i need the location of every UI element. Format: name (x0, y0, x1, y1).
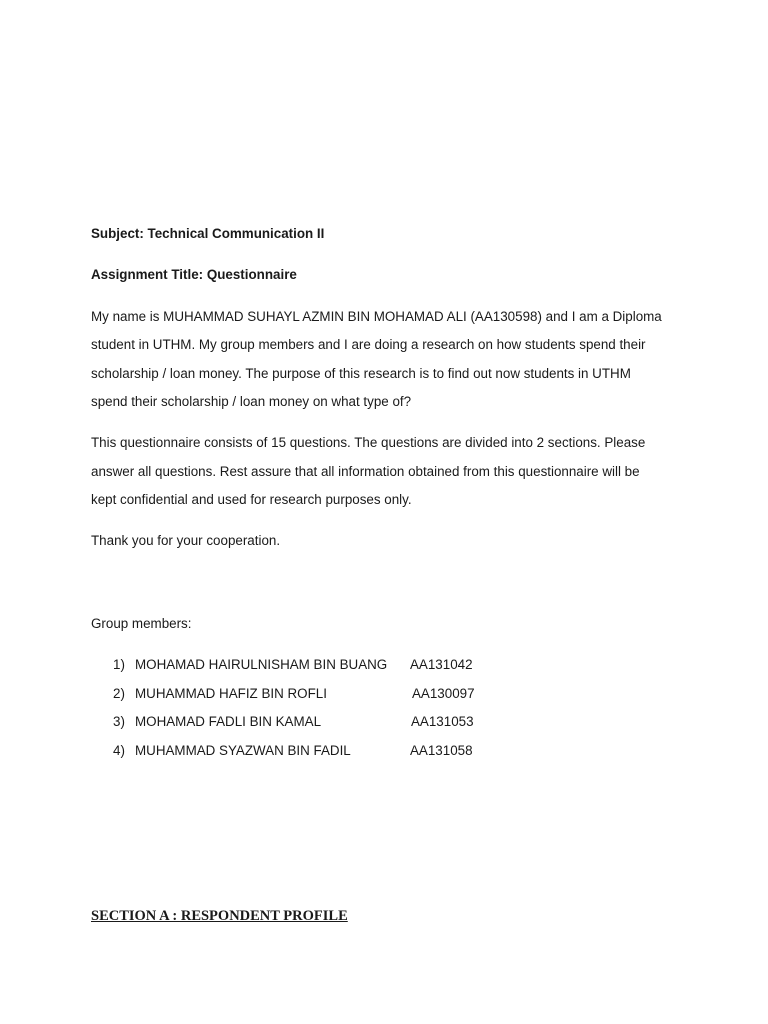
member-number: 1) (113, 657, 125, 672)
intro-paragraph-line: My name is MUHAMMAD SUHAYL AZMIN BIN MOHAMAD ALI (AA130598) and I am a Diploma (91, 309, 662, 324)
member-number: 3) (113, 714, 125, 729)
member-name: MOHAMAD FADLI BIN KAMAL (135, 714, 322, 729)
instructions-paragraph-line: answer all questions. Rest assure that all information obtained from this questionnaire will be (91, 464, 640, 479)
thanks-line: Thank you for your cooperation. (91, 533, 281, 548)
member-name: MUHAMMAD SYAZWAN BIN FADIL (135, 743, 351, 758)
instructions-paragraph-line: This questionnaire consists of 15 questions. The questions are divided into 2 sections. Please (91, 435, 646, 450)
instructions-paragraph-line: kept confidential and used for research purposes only. (91, 492, 412, 507)
intro-paragraph-line: spend their scholarship / loan money on what type of? (91, 394, 412, 409)
member-number: 4) (113, 743, 125, 758)
member-name: MOHAMAD HAIRULNISHAM BIN BUANG (135, 657, 388, 672)
member-name: MUHAMMAD HAFIZ BIN ROFLI (135, 686, 327, 701)
member-id: AA131042 (410, 657, 473, 672)
member-id: AA131058 (410, 743, 473, 758)
section-a-heading: SECTION A : RESPONDENT PROFILE (91, 908, 348, 924)
assignment-title: Assignment Title: Questionnaire (91, 267, 297, 282)
subject-line: Subject: Technical Communication II (91, 226, 325, 241)
member-id: AA130097 (412, 686, 475, 701)
member-id: AA131053 (411, 714, 474, 729)
intro-paragraph-line: student in UTHM. My group members and I are doing a research on how students spend their (91, 337, 646, 352)
group-members-label: Group members: (91, 616, 192, 631)
intro-paragraph-line: scholarship / loan money. The purpose of this research is to find out now students in UTHM (91, 366, 631, 381)
member-number: 2) (113, 686, 125, 701)
